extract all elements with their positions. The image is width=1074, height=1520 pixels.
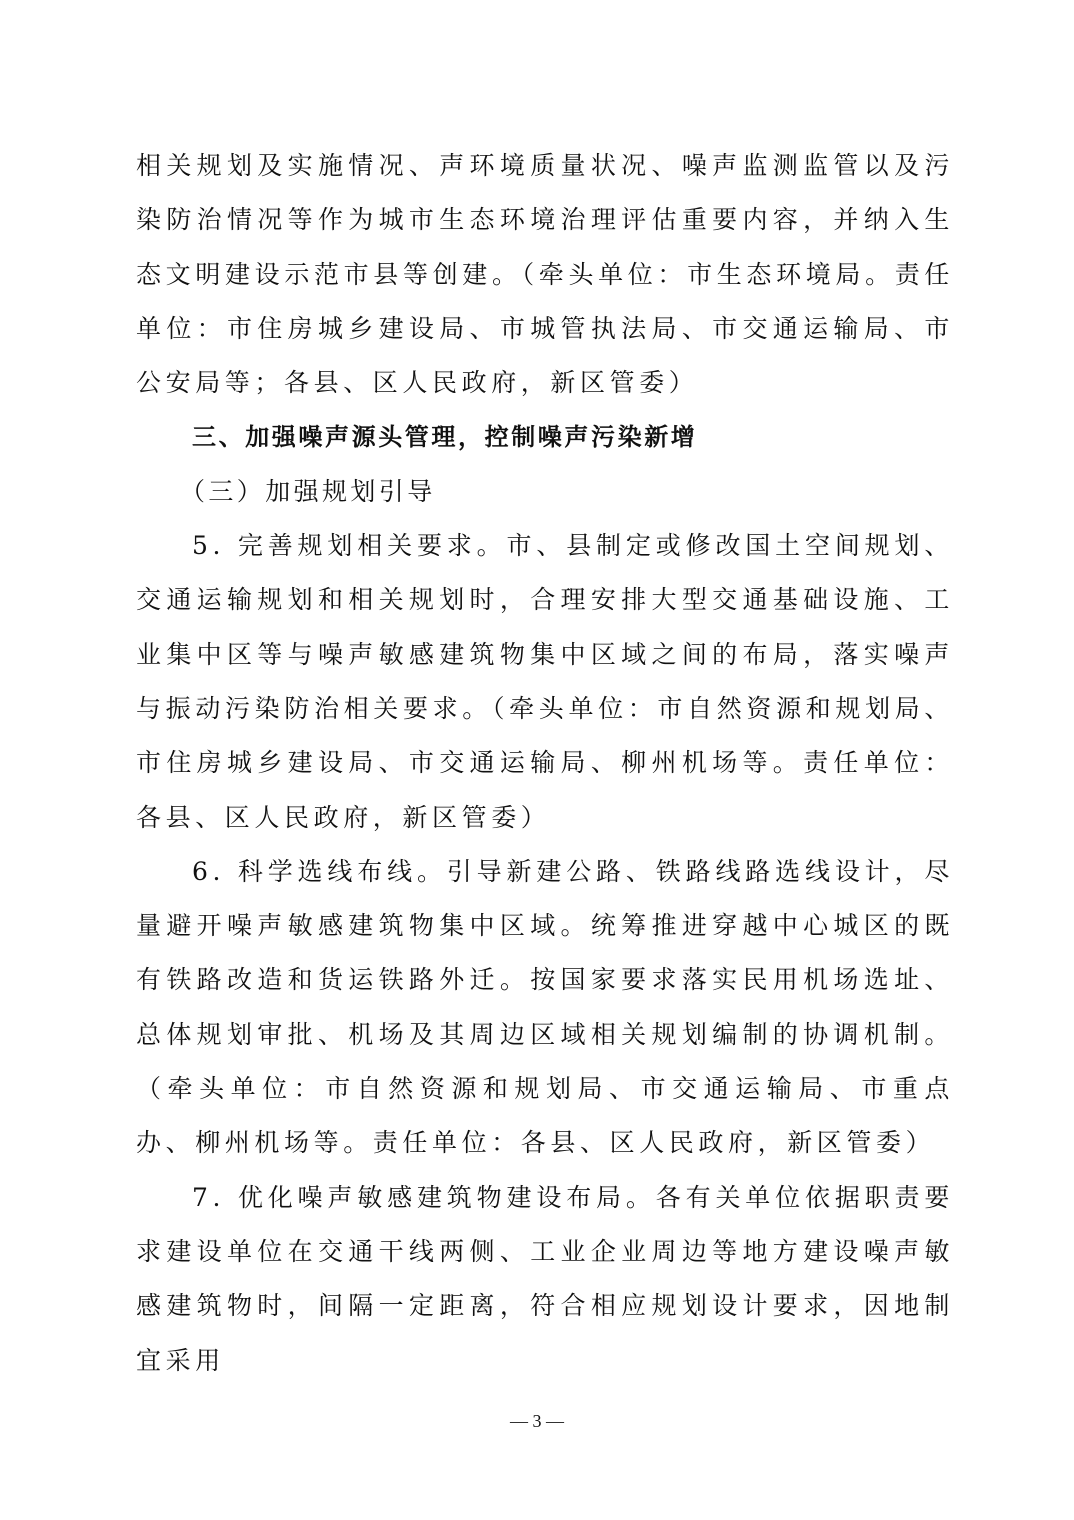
document-body — [136, 139, 954, 1388]
item-5-paragraph: 5. 完善规划相关要求。市、县制定或修改国土空间规划、交通运输规划和相关规划时，合理安排大型交通基础设施、工业集中区等与噪声敏感建筑物集中区域之间的布局，落实噪声与振动污染防治相关要求。（牵头单位：市自然资源和规划局、市住房城乡建设局、市交通运输局、柳州机场等。责任单位：各县、区人民政府，新区管委） — [136, 531, 954, 832]
page-number: — 3 — — [510, 1411, 564, 1431]
item-6-paragraph: 6. 科学选线布线。引导新建公路、铁路线路选线设计，尽量避开噪声敏感建筑物集中区域。统筹推进穿越中心城区的既有铁路改造和货运铁路外迁。按国家要求落实民用机场选址、总体规划审批、机场及其周边区域相关规划编制的协调机制。（牵头单位：市自然资源和规划局、市交通运输局、市重点办、柳州机场等。责任单位：各县、区人民政府，新区管委） — [136, 856, 954, 1158]
subsection-heading-three: （三）加强规划引导 — [180, 476, 436, 506]
section-heading-three: 三、加强噪声源头管理，控制噪声污染新增 — [192, 423, 698, 452]
paragraph-continuation: 相关规划及实施情况、声环境质量状况、噪声监测监管以及污染防治情况等作为城市生态环境治理评估重要内容，并纳入生态文明建设示范市县等创建。（牵头单位：市生态环境局。责任单位：市住房城乡建设局、市城管执法局、市交通运输局、市公安局等；各县、区人民政府，新区管委） — [136, 151, 954, 398]
item-7-paragraph: 7. 优化噪声敏感建筑物建设布局。各有关单位依据职责要求建设单位在交通干线两侧、工业企业周边等地方建设噪声敏感建筑物时，间隔一定距离，符合相应规划设计要求，因地制宜采用 — [136, 1182, 954, 1375]
